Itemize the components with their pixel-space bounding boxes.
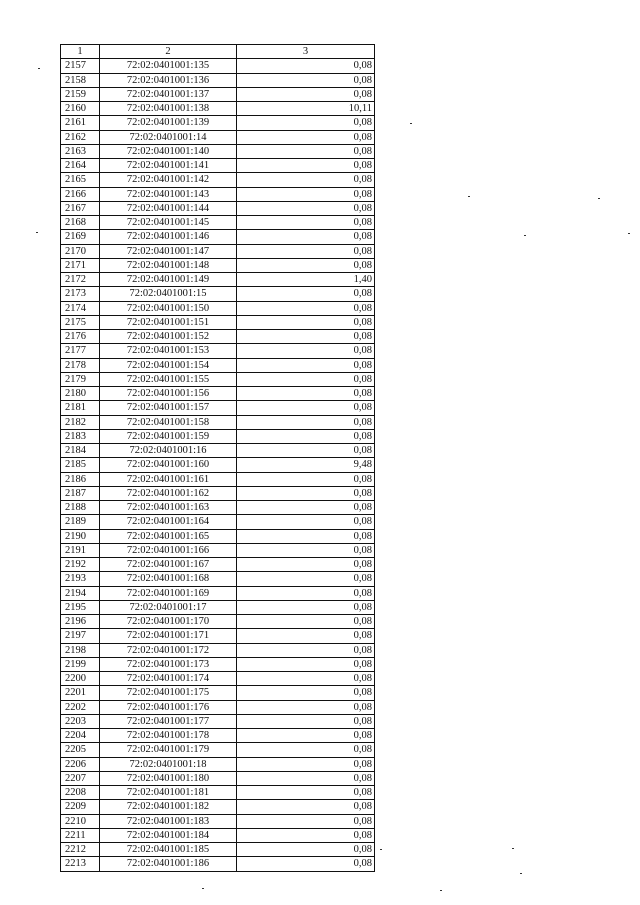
cadastral-number-cell: 72:02:0401001:140: [100, 144, 237, 158]
area-value-cell: 0,08: [237, 486, 375, 500]
row-number-cell: 2166: [61, 187, 100, 201]
table-row: [61, 216, 375, 230]
table-row: [61, 230, 375, 244]
table-row: [61, 59, 375, 73]
table-row: [61, 116, 375, 130]
table-row: [61, 558, 375, 572]
area-value-cell: 0,08: [237, 73, 375, 87]
cadastral-number-cell: 72:02:0401001:136: [100, 73, 237, 87]
row-number-cell: 2208: [61, 786, 100, 800]
scan-speck: [202, 888, 204, 889]
table-row: [61, 771, 375, 785]
table-row: [61, 173, 375, 187]
table-row: [61, 529, 375, 543]
area-value-cell: 0,08: [237, 472, 375, 486]
area-value-cell: 0,08: [237, 201, 375, 215]
row-number-cell: 2197: [61, 629, 100, 643]
table-body: [61, 59, 375, 871]
table-row: [61, 729, 375, 743]
row-number-cell: 2159: [61, 87, 100, 101]
table-row: [61, 672, 375, 686]
land-plot-table: [60, 44, 375, 872]
cadastral-number-cell: 72:02:0401001:145: [100, 216, 237, 230]
cadastral-number-cell: 72:02:0401001:181: [100, 786, 237, 800]
area-value-cell: 0,08: [237, 59, 375, 73]
table-row: [61, 401, 375, 415]
cadastral-number-cell: 72:02:0401001:15: [100, 287, 237, 301]
row-number-cell: 2192: [61, 558, 100, 572]
row-number-cell: 2211: [61, 828, 100, 842]
table-row: [61, 586, 375, 600]
row-number-cell: 2172: [61, 273, 100, 287]
area-value-cell: 1,40: [237, 273, 375, 287]
table-row: [61, 358, 375, 372]
row-number-cell: 2205: [61, 743, 100, 757]
row-number-cell: 2191: [61, 543, 100, 557]
area-value-cell: 0,08: [237, 686, 375, 700]
cadastral-number-cell: 72:02:0401001:17: [100, 600, 237, 614]
cadastral-number-cell: 72:02:0401001:135: [100, 59, 237, 73]
cadastral-number-cell: 72:02:0401001:172: [100, 643, 237, 657]
table-row: [61, 472, 375, 486]
table-row: [61, 429, 375, 443]
row-number-cell: 2175: [61, 315, 100, 329]
cadastral-number-cell: 72:02:0401001:171: [100, 629, 237, 643]
area-value-cell: 0,08: [237, 401, 375, 415]
cadastral-number-cell: 72:02:0401001:163: [100, 501, 237, 515]
cadastral-number-cell: 72:02:0401001:146: [100, 230, 237, 244]
row-number-cell: 2171: [61, 258, 100, 272]
scan-speck: [524, 235, 526, 236]
table-row: [61, 415, 375, 429]
area-value-cell: 0,08: [237, 800, 375, 814]
table-row: [61, 786, 375, 800]
area-value-cell: 0,08: [237, 372, 375, 386]
table-row: [61, 800, 375, 814]
row-number-cell: 2209: [61, 800, 100, 814]
row-number-cell: 2184: [61, 444, 100, 458]
scan-speck: [38, 68, 40, 69]
table-row: [61, 843, 375, 857]
scan-speck: [440, 890, 442, 891]
table-row: [61, 330, 375, 344]
row-number-cell: 2168: [61, 216, 100, 230]
area-value-cell: 0,08: [237, 714, 375, 728]
table-row: [61, 686, 375, 700]
cadastral-number-cell: 72:02:0401001:14: [100, 130, 237, 144]
cadastral-number-cell: 72:02:0401001:180: [100, 771, 237, 785]
area-value-cell: 0,08: [237, 672, 375, 686]
cadastral-number-cell: 72:02:0401001:144: [100, 201, 237, 215]
scan-speck: [520, 873, 522, 874]
row-number-cell: 2160: [61, 102, 100, 116]
area-value-cell: 0,08: [237, 230, 375, 244]
table-row: [61, 187, 375, 201]
area-value-cell: 0,08: [237, 771, 375, 785]
table-row: [61, 458, 375, 472]
area-value-cell: 0,08: [237, 700, 375, 714]
cadastral-number-cell: 72:02:0401001:141: [100, 159, 237, 173]
cadastral-number-cell: 72:02:0401001:183: [100, 814, 237, 828]
area-value-cell: 0,08: [237, 828, 375, 842]
table-row: [61, 73, 375, 87]
row-number-cell: 2177: [61, 344, 100, 358]
table-row: [61, 828, 375, 842]
area-value-cell: 0,08: [237, 387, 375, 401]
table-row: [61, 159, 375, 173]
cadastral-number-cell: 72:02:0401001:184: [100, 828, 237, 842]
area-value-cell: 0,08: [237, 429, 375, 443]
table-row: [61, 501, 375, 515]
area-value-cell: 0,08: [237, 258, 375, 272]
cadastral-number-cell: 72:02:0401001:174: [100, 672, 237, 686]
cadastral-number-cell: 72:02:0401001:186: [100, 857, 237, 871]
scan-speck: [380, 849, 382, 850]
row-number-cell: 2180: [61, 387, 100, 401]
cadastral-number-cell: 72:02:0401001:142: [100, 173, 237, 187]
cadastral-number-cell: 72:02:0401001:154: [100, 358, 237, 372]
table-row: [61, 87, 375, 101]
area-value-cell: 0,08: [237, 558, 375, 572]
cadastral-number-cell: 72:02:0401001:162: [100, 486, 237, 500]
table-row: [61, 657, 375, 671]
cadastral-number-cell: 72:02:0401001:166: [100, 543, 237, 557]
area-value-cell: 0,08: [237, 315, 375, 329]
cadastral-number-cell: 72:02:0401001:182: [100, 800, 237, 814]
row-number-cell: 2198: [61, 643, 100, 657]
area-value-cell: 0,08: [237, 600, 375, 614]
area-value-cell: 0,08: [237, 330, 375, 344]
row-number-cell: 2169: [61, 230, 100, 244]
cadastral-number-cell: 72:02:0401001:176: [100, 700, 237, 714]
table-row: [61, 315, 375, 329]
scan-speck: [36, 232, 38, 233]
area-value-cell: 0,08: [237, 159, 375, 173]
cadastral-number-cell: 72:02:0401001:168: [100, 572, 237, 586]
table-row: [61, 372, 375, 386]
row-number-cell: 2165: [61, 173, 100, 187]
row-number-cell: 2199: [61, 657, 100, 671]
cadastral-number-cell: 72:02:0401001:150: [100, 301, 237, 315]
area-value-cell: 0,08: [237, 344, 375, 358]
cadastral-number-cell: 72:02:0401001:179: [100, 743, 237, 757]
area-value-cell: 0,08: [237, 643, 375, 657]
row-number-cell: 2157: [61, 59, 100, 73]
cadastral-number-cell: 72:02:0401001:173: [100, 657, 237, 671]
cadastral-number-cell: 72:02:0401001:156: [100, 387, 237, 401]
cadastral-number-cell: 72:02:0401001:138: [100, 102, 237, 116]
table-row: [61, 130, 375, 144]
column-header-area: 3: [237, 45, 375, 59]
table-row: [61, 102, 375, 116]
cadastral-number-cell: 72:02:0401001:159: [100, 429, 237, 443]
table-row: [61, 629, 375, 643]
row-number-cell: 2163: [61, 144, 100, 158]
row-number-cell: 2193: [61, 572, 100, 586]
row-number-cell: 2202: [61, 700, 100, 714]
header-row: [61, 45, 375, 59]
cadastral-number-cell: 72:02:0401001:178: [100, 729, 237, 743]
area-value-cell: 0,08: [237, 586, 375, 600]
table-row: [61, 287, 375, 301]
area-value-cell: 0,08: [237, 87, 375, 101]
row-number-cell: 2167: [61, 201, 100, 215]
table-row: [61, 600, 375, 614]
area-value-cell: 0,08: [237, 629, 375, 643]
table-row: [61, 643, 375, 657]
cadastral-number-cell: 72:02:0401001:175: [100, 686, 237, 700]
table-row: [61, 273, 375, 287]
table-row: [61, 244, 375, 258]
area-value-cell: 0,08: [237, 515, 375, 529]
area-value-cell: 0,08: [237, 786, 375, 800]
area-value-cell: 0,08: [237, 657, 375, 671]
row-number-cell: 2158: [61, 73, 100, 87]
area-value-cell: 0,08: [237, 529, 375, 543]
cadastral-number-cell: 72:02:0401001:164: [100, 515, 237, 529]
row-number-cell: 2213: [61, 857, 100, 871]
row-number-cell: 2179: [61, 372, 100, 386]
area-value-cell: 0,08: [237, 301, 375, 315]
area-value-cell: 0,08: [237, 244, 375, 258]
cadastral-number-cell: 72:02:0401001:148: [100, 258, 237, 272]
area-value-cell: 9,48: [237, 458, 375, 472]
row-number-cell: 2194: [61, 586, 100, 600]
cadastral-number-cell: 72:02:0401001:153: [100, 344, 237, 358]
scan-speck: [468, 196, 470, 197]
area-value-cell: 0,08: [237, 501, 375, 515]
table-row: [61, 258, 375, 272]
cadastral-number-cell: 72:02:0401001:137: [100, 87, 237, 101]
cadastral-number-cell: 72:02:0401001:177: [100, 714, 237, 728]
row-number-cell: 2186: [61, 472, 100, 486]
cadastral-number-cell: 72:02:0401001:147: [100, 244, 237, 258]
cadastral-number-cell: 72:02:0401001:16: [100, 444, 237, 458]
row-number-cell: 2203: [61, 714, 100, 728]
table-row: [61, 344, 375, 358]
area-value-cell: 0,08: [237, 857, 375, 871]
row-number-cell: 2189: [61, 515, 100, 529]
area-value-cell: 0,08: [237, 729, 375, 743]
row-number-cell: 2183: [61, 429, 100, 443]
cadastral-number-cell: 72:02:0401001:170: [100, 615, 237, 629]
cadastral-number-cell: 72:02:0401001:165: [100, 529, 237, 543]
table-row: [61, 444, 375, 458]
column-header-cadastral: 2: [100, 45, 237, 59]
row-number-cell: 2178: [61, 358, 100, 372]
row-number-cell: 2188: [61, 501, 100, 515]
table-row: [61, 201, 375, 215]
area-value-cell: 0,08: [237, 743, 375, 757]
table-row: [61, 543, 375, 557]
row-number-cell: 2182: [61, 415, 100, 429]
cadastral-number-cell: 72:02:0401001:161: [100, 472, 237, 486]
row-number-cell: 2206: [61, 757, 100, 771]
area-value-cell: 0,08: [237, 615, 375, 629]
scan-speck: [512, 848, 514, 849]
table-row: [61, 857, 375, 871]
area-value-cell: 0,08: [237, 444, 375, 458]
table-row: [61, 814, 375, 828]
cadastral-number-cell: 72:02:0401001:160: [100, 458, 237, 472]
cadastral-number-cell: 72:02:0401001:152: [100, 330, 237, 344]
row-number-cell: 2190: [61, 529, 100, 543]
table-row: [61, 515, 375, 529]
row-number-cell: 2162: [61, 130, 100, 144]
table-row: [61, 486, 375, 500]
area-value-cell: 0,08: [237, 814, 375, 828]
cadastral-number-cell: 72:02:0401001:155: [100, 372, 237, 386]
area-value-cell: 0,08: [237, 358, 375, 372]
row-number-cell: 2200: [61, 672, 100, 686]
table-row: [61, 615, 375, 629]
table-row: [61, 144, 375, 158]
area-value-cell: 10,11: [237, 102, 375, 116]
cadastral-number-cell: 72:02:0401001:149: [100, 273, 237, 287]
area-value-cell: 0,08: [237, 415, 375, 429]
scan-speck: [628, 233, 630, 234]
row-number-cell: 2161: [61, 116, 100, 130]
cadastral-number-cell: 72:02:0401001:169: [100, 586, 237, 600]
area-value-cell: 0,08: [237, 757, 375, 771]
row-number-cell: 2176: [61, 330, 100, 344]
area-value-cell: 0,08: [237, 144, 375, 158]
row-number-cell: 2207: [61, 771, 100, 785]
area-value-cell: 0,08: [237, 187, 375, 201]
row-number-cell: 2210: [61, 814, 100, 828]
row-number-cell: 2212: [61, 843, 100, 857]
table-row: [61, 714, 375, 728]
area-value-cell: 0,08: [237, 287, 375, 301]
table-row: [61, 700, 375, 714]
area-value-cell: 0,08: [237, 216, 375, 230]
row-number-cell: 2201: [61, 686, 100, 700]
area-value-cell: 0,08: [237, 843, 375, 857]
column-header-number: 1: [61, 45, 100, 59]
scan-speck: [598, 198, 600, 199]
cadastral-number-cell: 72:02:0401001:143: [100, 187, 237, 201]
cadastral-number-cell: 72:02:0401001:18: [100, 757, 237, 771]
cadastral-number-cell: 72:02:0401001:151: [100, 315, 237, 329]
scan-speck: [410, 123, 412, 124]
cadastral-number-cell: 72:02:0401001:167: [100, 558, 237, 572]
table-row: [61, 387, 375, 401]
table-row: [61, 301, 375, 315]
row-number-cell: 2170: [61, 244, 100, 258]
row-number-cell: 2164: [61, 159, 100, 173]
cadastral-number-cell: 72:02:0401001:157: [100, 401, 237, 415]
area-value-cell: 0,08: [237, 543, 375, 557]
row-number-cell: 2185: [61, 458, 100, 472]
table-row: [61, 572, 375, 586]
row-number-cell: 2174: [61, 301, 100, 315]
cadastral-number-cell: 72:02:0401001:185: [100, 843, 237, 857]
row-number-cell: 2196: [61, 615, 100, 629]
cadastral-number-cell: 72:02:0401001:139: [100, 116, 237, 130]
area-value-cell: 0,08: [237, 572, 375, 586]
row-number-cell: 2204: [61, 729, 100, 743]
row-number-cell: 2195: [61, 600, 100, 614]
row-number-cell: 2181: [61, 401, 100, 415]
area-value-cell: 0,08: [237, 116, 375, 130]
table-row: [61, 743, 375, 757]
row-number-cell: 2173: [61, 287, 100, 301]
area-value-cell: 0,08: [237, 173, 375, 187]
area-value-cell: 0,08: [237, 130, 375, 144]
table-row: [61, 757, 375, 771]
row-number-cell: 2187: [61, 486, 100, 500]
cadastral-number-cell: 72:02:0401001:158: [100, 415, 237, 429]
